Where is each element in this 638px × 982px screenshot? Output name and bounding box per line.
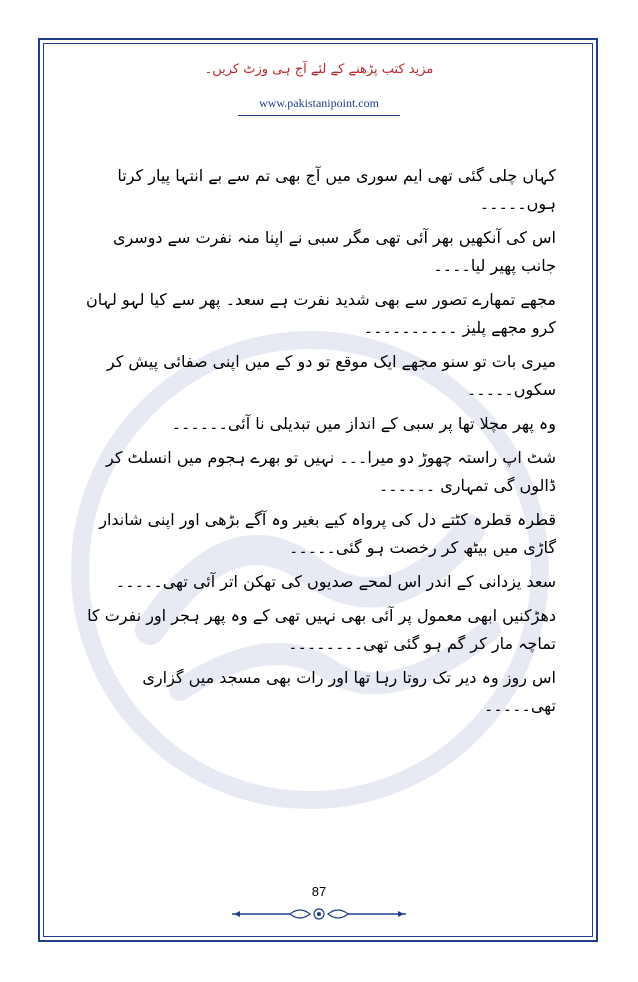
paragraph-10: اس روز وہ دیر تک روتا رہا تھا اور رات بھی مسجد میں گزاری تھی۔۔۔۔۔ (142, 668, 556, 715)
paragraph-9: دھڑکنیں ابھی معمول پر آئی بھی نہیں تھی کے وہ پھر ہجر اور نفرت کا تماچہ مار کر گم ہو گئی تھی۔۔۔۔۔۔۔۔ (87, 606, 556, 653)
paragraph-1: کہاں چلی گئی تھی ایم سوری میں آج بھی تم سے بے انتہا پیار کرتا ہوں۔۔۔۔۔ (117, 166, 556, 213)
paragraph-5: وہ پھر مچلا تھا پر سبی کے انداز میں تبدیلی نا آئی۔۔۔۔۔۔ (171, 414, 556, 433)
footer-ornament-icon (230, 906, 408, 922)
header-underline (238, 115, 400, 116)
promo-text: مزید کتب پڑھنے کے لئے آج ہی وزٹ کریں۔ (204, 62, 434, 77)
page-number: 87 (311, 884, 327, 899)
paragraph-6: شٹ اپ راستہ چھوڑ دو میرا۔۔۔ نہیں تو بھرے ہجوم میں انسلٹ کر ڈالوں گی تمہاری ۔۔۔۔۔۔ (105, 448, 556, 495)
paragraph-4: میری بات تو سنو مجھے ایک موقع تو دو کے میں اپنی صفائی پیش کر سکوں۔۔۔۔۔ (106, 352, 556, 399)
website-link[interactable]: www.pakistanipoint.com (259, 96, 379, 110)
paragraph-7: قطرہ قطرہ کٹتے دل کی پرواہ کیے بغیر وہ آگے بڑھی اور اپنی شاندار گاڑی میں بیٹھ کر رخصت ہو گئی۔۔۔۔۔ (99, 510, 556, 557)
paragraph-3: مجھے تمھارے تصور سے بھی شدید نفرت ہے سعد۔ پھر سے کیا لہو لہان کرو مجھے پلیز ۔۔۔۔۔۔۔۔۔۔ (86, 290, 556, 337)
paragraph-8: سعد یزدانی کے اندر اس لمحے صدیوں کی تھکن اتر آئی تھی۔۔۔۔۔ (115, 572, 556, 591)
paragraph-2: اس کی آنکھیں بھر آئی تھی مگر سبی نے اپنا منہ نفرت سے دوسری جانب پھیر لیا۔۔۔۔ (112, 228, 556, 275)
story-body (80, 162, 556, 726)
